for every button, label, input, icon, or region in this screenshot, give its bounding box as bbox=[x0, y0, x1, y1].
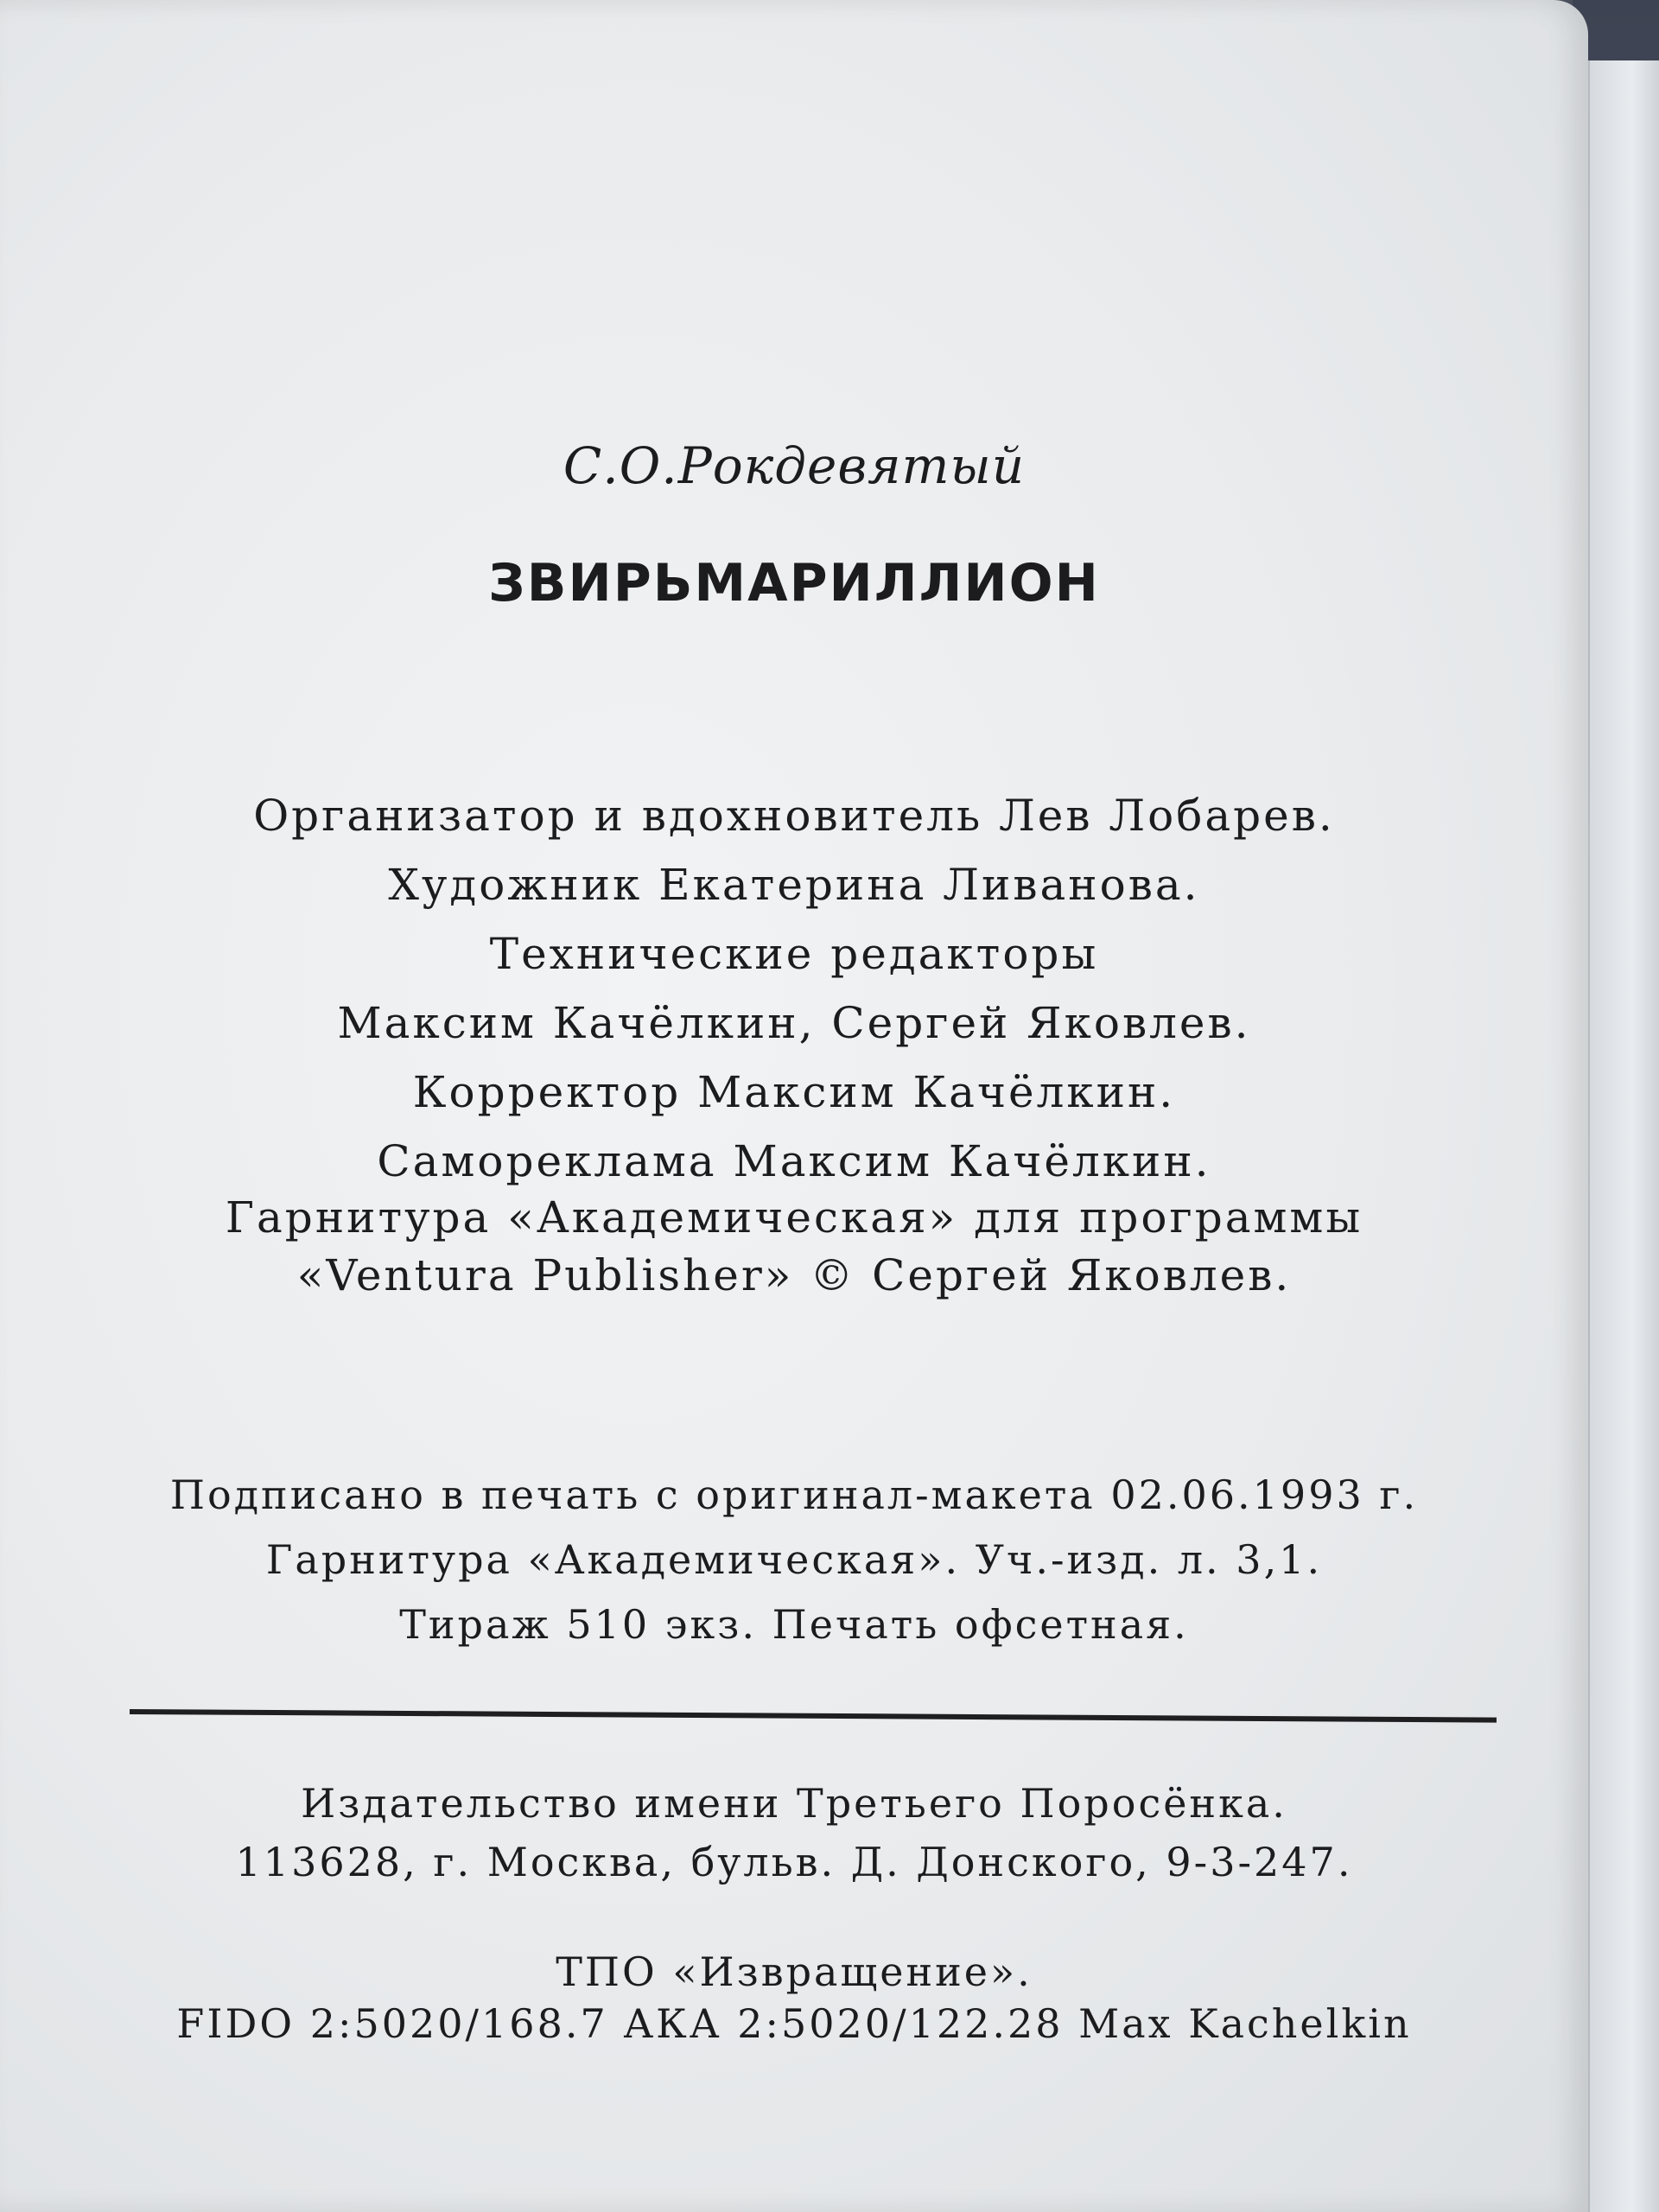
credit-line: Самореклама Максим Качёлкин. bbox=[377, 1136, 1211, 1186]
book-title: ЗВИРЬМАРИЛЛИОН bbox=[488, 553, 1100, 613]
contact-line: FIDO 2:5020/168.7 АКА 2:5020/122.28 Max Kachelkin bbox=[176, 2000, 1412, 2047]
next-page-edge bbox=[1588, 60, 1659, 2212]
credit-line: Максим Качёлкин, Сергей Яковлев. bbox=[337, 998, 1251, 1048]
credit-line: Корректор Максим Качёлкин. bbox=[412, 1067, 1176, 1117]
horizontal-rule bbox=[130, 1709, 1497, 1723]
credit-line: Организатор и вдохновитель Лев Лобарев. bbox=[253, 791, 1335, 841]
print-info-line: Подписано в печать с оригинал-макета 02.06.1993 г. bbox=[169, 1471, 1419, 1518]
credit-line: Гарнитура «Академическая» для программы bbox=[225, 1192, 1363, 1243]
author-name: С.О.Рокдевятый bbox=[563, 436, 1026, 495]
publisher-line: Издательство имени Третьего Поросёнка. bbox=[301, 1780, 1287, 1827]
credit-line: «Ventura Publisher» © Сергей Яковлев. bbox=[296, 1250, 1292, 1300]
credit-line: Технические редакторы bbox=[489, 929, 1099, 979]
credit-line: Художник Екатерина Ливанова. bbox=[388, 860, 1200, 910]
publisher-line: 113628, г. Москва, бульв. Д. Донского, 9-3-247. bbox=[235, 1839, 1353, 1885]
print-info-line: Тираж 510 экз. Печать офсетная. bbox=[399, 1601, 1189, 1648]
contact-line: ТПО «Извращение». bbox=[556, 1948, 1033, 1995]
print-info-line: Гарнитура «Академическая». Уч.-изд. л. 3,1. bbox=[265, 1536, 1323, 1583]
